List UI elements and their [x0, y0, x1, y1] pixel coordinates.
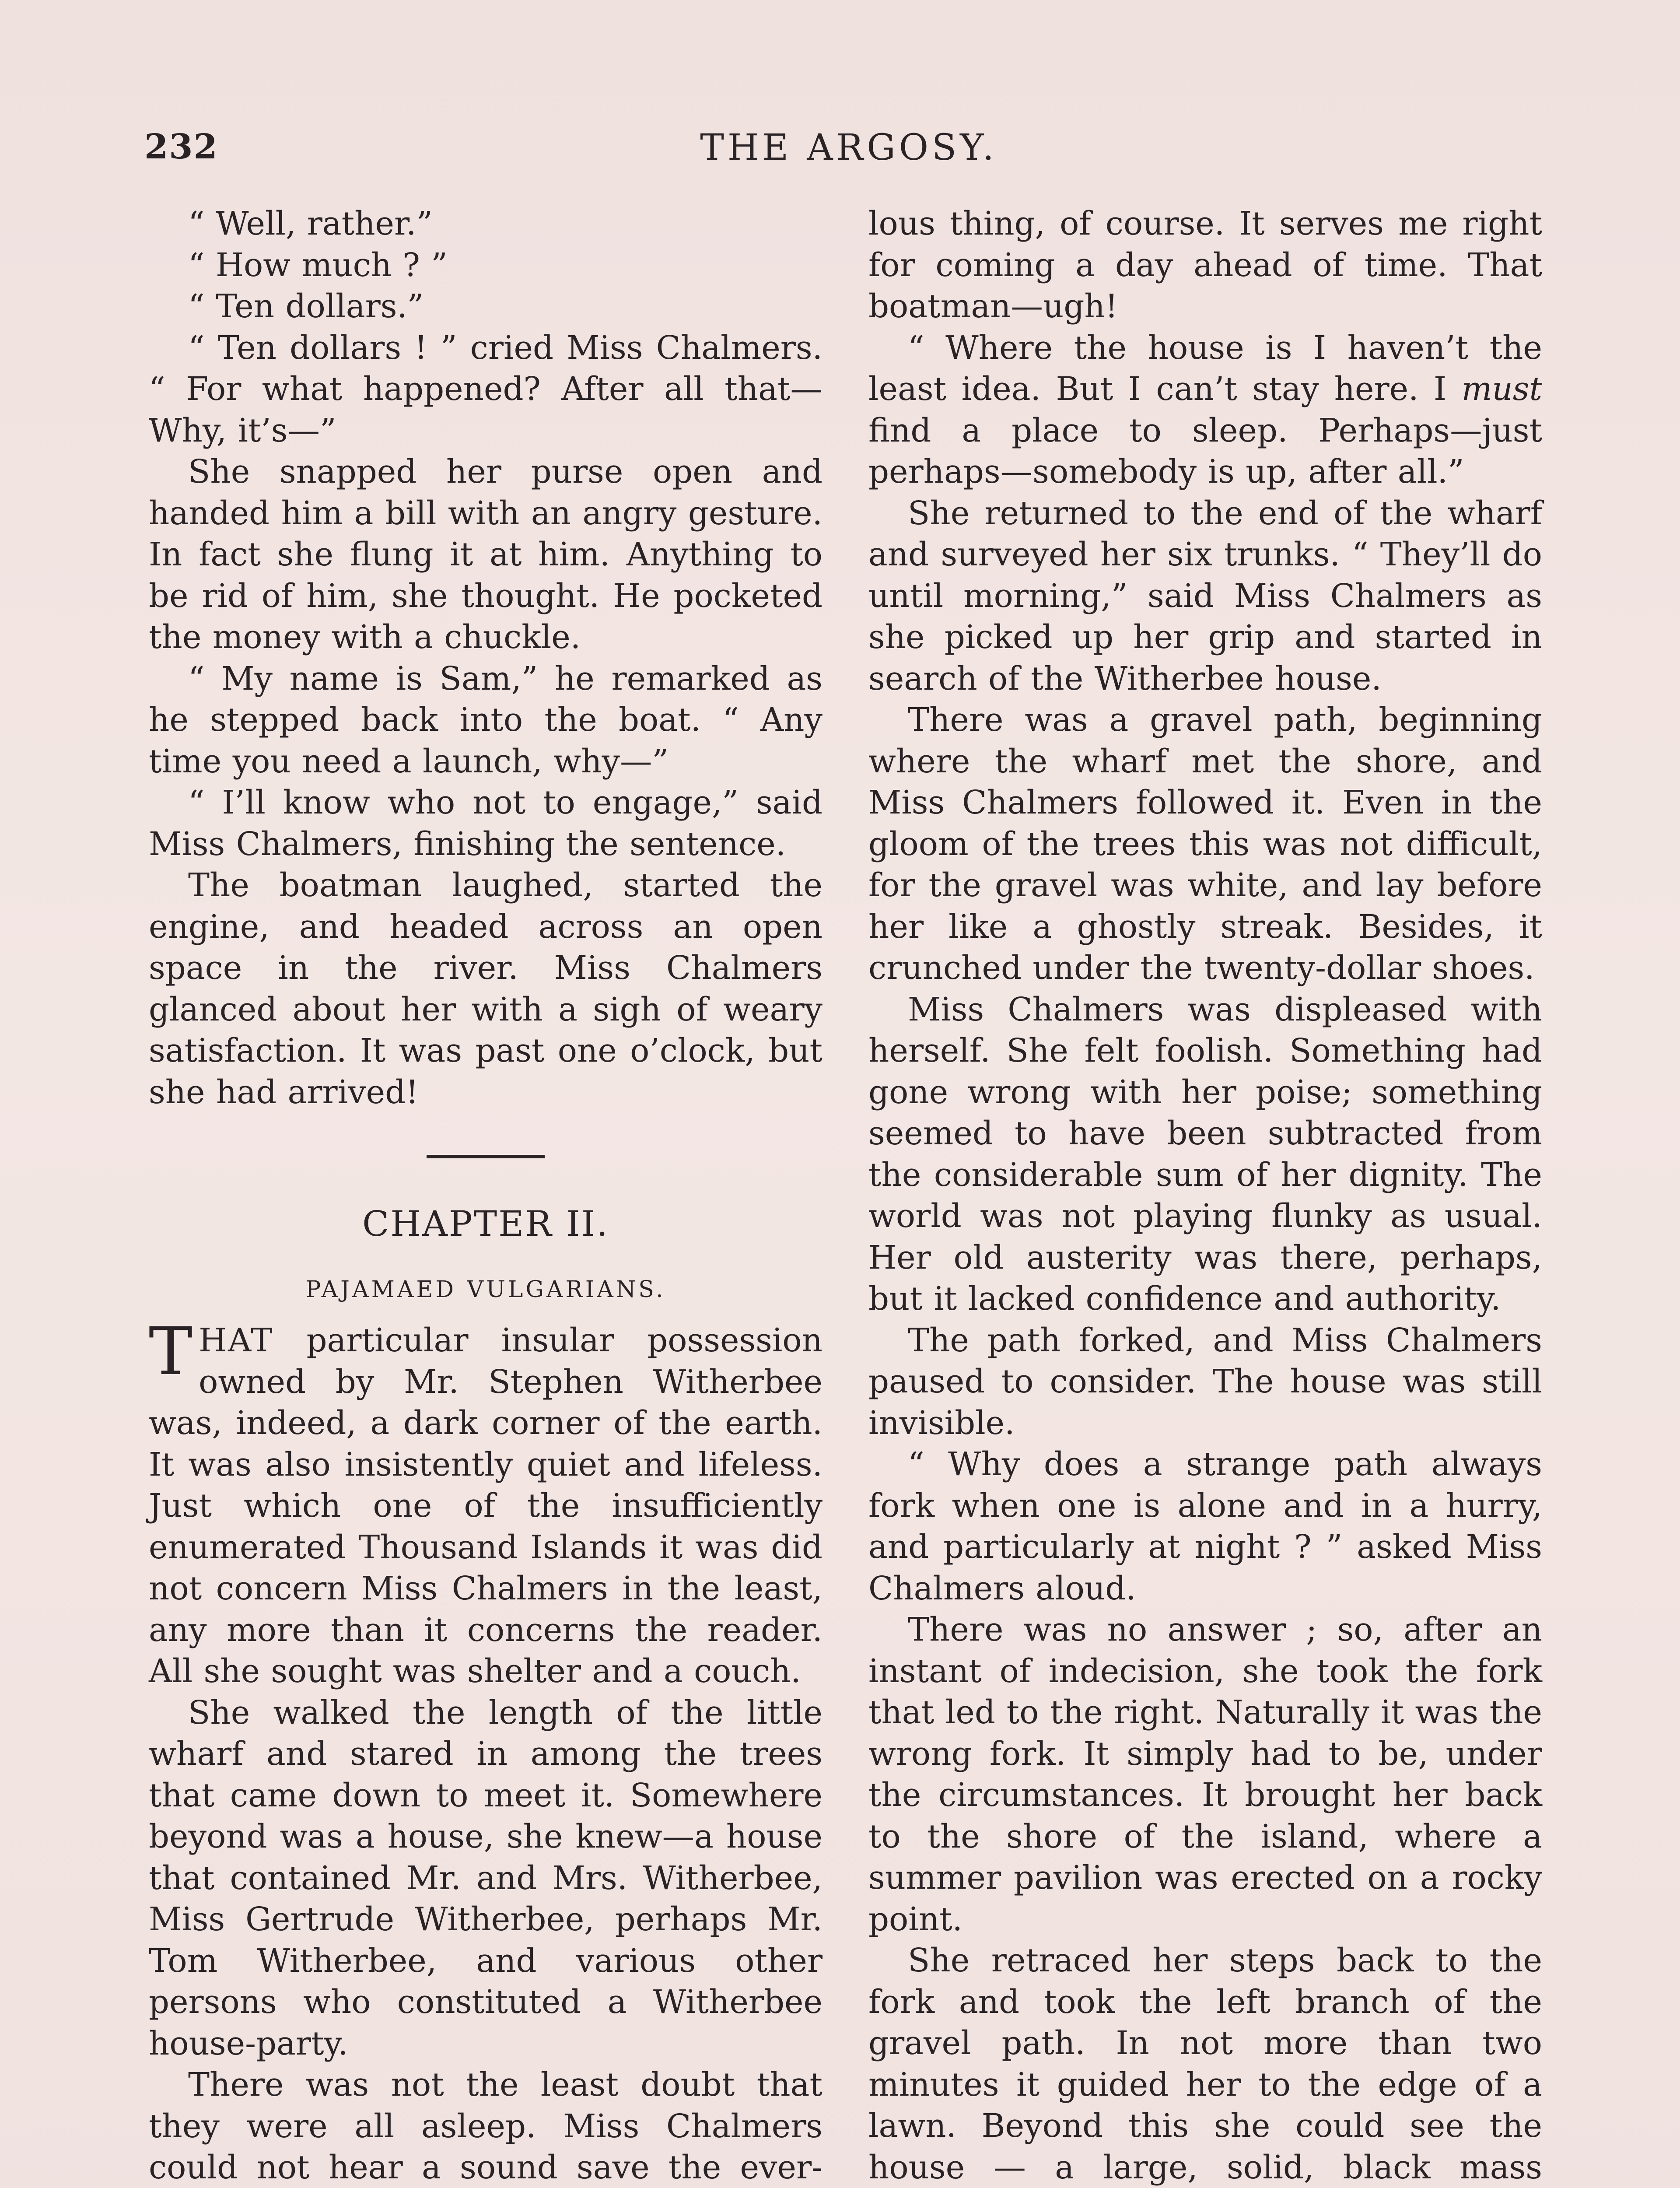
paragraph-text: “ Where the house is I haven’t the least idea. But I can’t stay here. I: [868, 329, 1542, 408]
paragraph: The boatman laughed, started the engine, and headed across an open space in the river. Miss Chalmers glanced about her with a sigh of weary satisfaction. It was past one o’clock, but she had arrived!: [149, 867, 822, 1111]
paragraph: “ My name is Sam,” he remarked as he stepped back into the boat. “ Any time you need a launch, why—”: [149, 660, 822, 780]
paragraph: She snapped her purse open and handed him a bill with an angry gesture. In fact she flung it at him. Anything to be rid of him, she thought. He pocketed the money with a chuckle.: [149, 453, 822, 656]
paragraph: There was a gravel path, beginning where the wharf met the shore, and Miss Chalmers followed it. Even in the gloom of the trees this was not difficult, for the gravel was white, and lay before her like a ghostly streak. Besides, it crunched under the twenty-dollar shoes.: [868, 701, 1542, 987]
chapter-opening-paragraph: [149, 1314, 822, 1693]
chapter-subtitle: PAJAMAED VULGARIANS.: [305, 1276, 666, 1303]
paragraph: The path forked, and Miss Chalmers paused to consider. The house was still invisible.: [868, 1322, 1542, 1442]
paragraph: “ I’ll know who not to engage,” said Miss Chalmers, finishing the sentence.: [149, 784, 822, 863]
opening-text: particular insular possession owned by Mr. Stephen Witherbee was, indeed, a dark corner of the earth. It was also insistently quiet and lifeless. Just which one of the insufficiently enumerated Thousand Islands it was did not concern Miss Chalmers in the least, any more than it concerns the reader. All she sought was shelter and a couch.: [149, 1322, 822, 1690]
paragraph: She walked the length of the little wharf and stared in among the trees that came down to meet it. Somewhere beyond was a house, she knew—a house that contained Mr. and Mrs. Witherbee, Miss Gertrude Witherbee, perhaps Mr. Tom Witherbee, and various other persons who constituted a Witherbee house-party.: [149, 1694, 822, 2062]
paragraph: Miss Chalmers was displeased with herself. She felt foolish. Something had gone wrong with her poise; something seemed to have been subtracted from the considerable sum of her dignity. The world was not playing flunky as usual. Her old austerity was there, perhaps, but it lacked confidence and authority.: [868, 991, 1542, 1318]
paragraph: There was no answer ; so, after an instant of indecision, she took the fork that led to the right. Naturally it was the wrong fork. It simply had to be, under the circumstances. It brought her back to the shore of the island, where a summer pavilion was erected on a rocky point.: [868, 1611, 1542, 1938]
paragraph: She retraced her steps back to the fork and took the left branch of the gravel path. In not more than two minutes it guided her to the edge of a lawn. Beyond this she could see the house — a large, solid, black mass: [868, 1942, 1542, 2186]
continued-paragraph: lous thing, of course. It serves me right for coming a day ahead of time. That boatman—ugh!: [868, 205, 1542, 325]
paragraph: “ Well, rather.”: [188, 205, 433, 242]
paragraph-text: find a place to sleep. Perhaps—just perhaps—somebody is up, after all.”: [868, 412, 1542, 491]
running-head: THE ARGOSY.: [700, 127, 998, 168]
page-number: 232: [144, 127, 218, 167]
page-header: [144, 127, 1553, 179]
paragraph: [868, 328, 1542, 493]
left-column: [149, 203, 822, 2188]
section-divider: [427, 1155, 545, 1158]
chapter-heading: CHAPTER II.: [362, 1203, 609, 1244]
paragraph: [149, 2065, 822, 2188]
paragraph: “ Ten dollars ! ” cried Miss Chalmers. “ For what happened? After all that— Why, it’s—”: [149, 329, 822, 449]
italic-text: must: [1461, 371, 1542, 408]
right-column: [868, 203, 1542, 2188]
drop-cap: T: [149, 1314, 193, 1390]
paragraph: “ Ten dollars.”: [188, 288, 424, 325]
opening-smallcaps: HAT: [199, 1322, 274, 1359]
paragraph: “ Why does a strange path always fork when one is alone and in a hurry, and particularly at night ? ” asked Miss Chalmers aloud.: [868, 1446, 1542, 1607]
paragraph-text: There was not the least doubt that they were all asleep. Miss Chalmers could not hear a sound save the ever-: [149, 2066, 822, 2186]
paragraph: She returned to the end of the wharf and surveyed her six trunks. “ They’ll do until morning,” said Miss Chalmers as she picked up her grip and started in search of the Witherbee house.: [868, 494, 1542, 698]
paragraph: “ How much ? ”: [188, 246, 448, 284]
